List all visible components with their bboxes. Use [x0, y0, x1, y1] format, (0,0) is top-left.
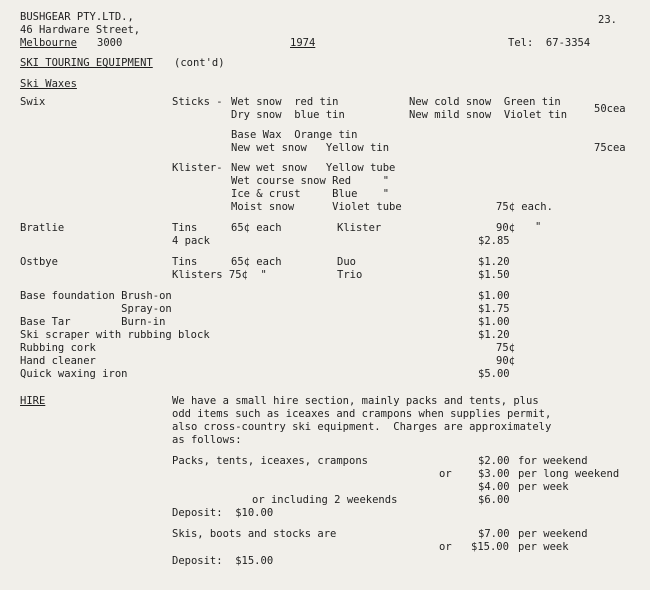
accessory-label: Quick waxing iron — [20, 368, 128, 380]
accessory-label: Base foundation Brush-on — [20, 290, 172, 302]
ostbye-duo: Duo — [337, 256, 356, 268]
accessory-price: 75¢ — [496, 342, 515, 354]
accessory-label: Ski scraper with rubbing block — [20, 329, 210, 341]
hire-packs-label: Packs, tents, iceaxes, crampons — [172, 455, 368, 467]
hire-rate-price: $7.00 — [478, 528, 510, 540]
swix-row: New wet snow Yellow tin — [231, 142, 390, 154]
hire-intro-line: also cross-country ski equipment. Charges are approximately — [172, 421, 552, 433]
bratlie-tins: Tins — [172, 222, 198, 234]
section-contd: (cont'd) — [174, 57, 225, 69]
ostbye-trio-price: $1.50 — [478, 269, 510, 281]
swix-row: Dry snow blue tin — [231, 109, 345, 121]
accessory-label: Base Tar Burn-in — [20, 316, 166, 328]
accessory-label: Rubbing cork — [20, 342, 96, 354]
bratlie-four-pack: 4 pack — [172, 235, 210, 247]
klister-row: Ice & crust Blue " — [231, 188, 390, 200]
hire-intro-line: as follows: — [172, 434, 242, 446]
ostbye-trio: Trio — [337, 269, 363, 281]
section-title: SKI TOURING EQUIPMENT — [20, 57, 153, 69]
swix-price: 75cea — [594, 142, 626, 154]
page-number: 23. — [598, 14, 617, 26]
swix-row: New cold snow Green tin — [409, 96, 561, 108]
hire-skis-label: Skis, boots and stocks are — [172, 528, 337, 540]
swix-klister-label: Klister- — [172, 162, 223, 174]
brand-bratlie: Bratlie — [20, 222, 65, 234]
accessory-price: $1.75 — [478, 303, 510, 315]
hire-intro-line: We have a small hire section, mainly packs and tents, plus — [172, 395, 539, 407]
accessory-price: 90¢ — [496, 355, 515, 367]
swix-row: Base Wax Orange tin — [231, 129, 358, 141]
bratlie-four-pack-price: $2.85 — [478, 235, 510, 247]
swix-price: 50cea — [594, 103, 626, 115]
subheading-ski-waxes: Ski Waxes — [20, 78, 77, 90]
hire-rate-price: $3.00 — [478, 468, 510, 480]
accessory-price: $1.20 — [478, 329, 510, 341]
accessory-price: $1.00 — [478, 316, 510, 328]
accessory-price: $1.00 — [478, 290, 510, 302]
bratlie-klister: Klister — [337, 222, 382, 234]
klister-row: Wet course snow Red " — [231, 175, 390, 187]
klister-row: Moist snow Violet tube — [231, 201, 402, 213]
catalogue-year: 1974 — [290, 37, 316, 49]
ostbye-klisters: Klisters 75¢ " — [172, 269, 267, 281]
hire-rate-price: $2.00 — [478, 455, 510, 467]
ostbye-each: 65¢ each — [231, 256, 282, 268]
swix-row: Wet snow red tin — [231, 96, 339, 108]
company-street: 46 Hardware Street, — [20, 24, 141, 36]
hire-two-weekends: or including 2 weekends — [252, 494, 398, 506]
ostbye-tins: Tins — [172, 256, 198, 268]
company-city: Melbourne — [20, 37, 77, 49]
company-postcode: 3000 — [97, 37, 123, 49]
klister-price: 75¢ each. — [496, 201, 553, 213]
accessory-price: $5.00 — [478, 368, 510, 380]
hire-deposit: Deposit: $15.00 — [172, 555, 274, 567]
klister-row: New wet snow Yellow tube — [231, 162, 396, 174]
swix-sticks-label: Sticks - — [172, 96, 223, 108]
accessory-label: Spray-on — [20, 303, 172, 315]
hire-heading: HIRE — [20, 395, 46, 407]
hire-intro-line: odd items such as iceaxes and crampons when supplies permit, — [172, 408, 552, 420]
hire-rate-price: $4.00 — [478, 481, 510, 493]
hire-rate-period: per long weekend — [518, 468, 620, 480]
hire-rate-period: per week — [518, 481, 569, 493]
hire-deposit: Deposit: $10.00 — [172, 507, 274, 519]
telephone: Tel: 67-3354 — [508, 37, 591, 49]
hire-or: or — [439, 541, 452, 553]
brand-swix: Swix — [20, 96, 46, 108]
hire-rate-period: for weekend — [518, 455, 588, 467]
ditto-mark: " — [535, 221, 542, 233]
hire-or: or — [439, 468, 452, 480]
bratlie-each: 65¢ each — [231, 222, 282, 234]
bratlie-klister-price: 90¢ — [496, 222, 515, 234]
hire-rate-period: per week — [518, 541, 569, 553]
hire-rate-period: per weekend — [518, 528, 588, 540]
swix-row: New mild snow Violet tin — [409, 109, 568, 121]
accessory-label: Hand cleaner — [20, 355, 96, 367]
hire-rate-price: $6.00 — [478, 494, 510, 506]
company-name: BUSHGEAR PTY.LTD., — [20, 11, 134, 23]
ostbye-duo-price: $1.20 — [478, 256, 510, 268]
brand-ostbye: Ostbye — [20, 256, 58, 268]
hire-rate-price: $15.00 — [471, 541, 509, 553]
